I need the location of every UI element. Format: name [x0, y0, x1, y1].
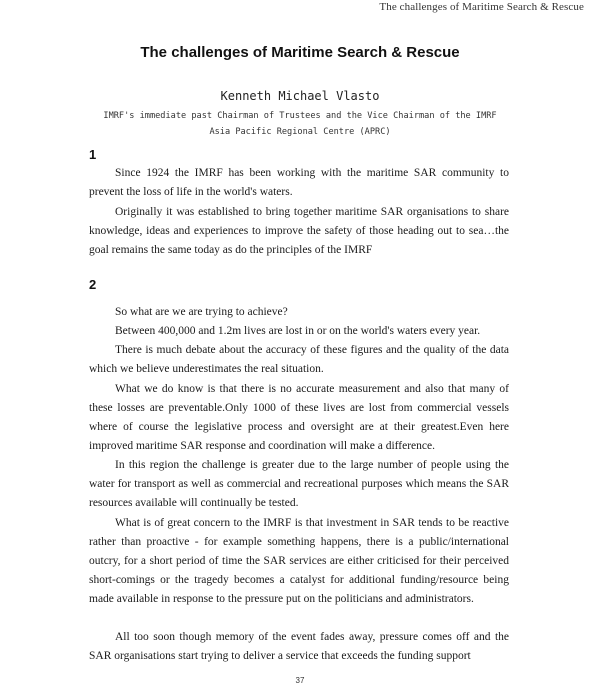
paragraph: What is of great concern to the IMRF is that investment in SAR tends to be reactive rather than proactive - for example something happens, there is a public/international outcry, for a short period of time the SAR services are either criticised for their perceived short-comings or the tragedy becomes a catalyst for additional funding/resource being made available in response to the pressure put on the politicians and administrators.	[89, 517, 509, 605]
page-number: 37	[295, 676, 305, 685]
paragraph: What we do know is that there is no accurate measurement and also that many of these losses are preventable.Only 1000 of these lives are lost from commercial vessels where of course the legislative process and oversight are at their greatest.Even here improved maritime SAR response and coordination will make a difference.	[89, 383, 509, 452]
paragraph: Since 1924 the IMRF has been working with the maritime SAR community to prevent the loss of life in the world's waters.	[89, 167, 509, 198]
section-number-1: 1	[89, 147, 97, 162]
paragraph: So what are we are trying to achieve?	[115, 306, 288, 318]
paragraph: Between 400,000 and 1.2m lives are lost in or on the world's waters every year.	[115, 325, 481, 337]
author-name: Kenneth Michael Vlasto	[220, 89, 380, 103]
document-title: The challenges of Maritime Search & Rescue	[140, 44, 460, 61]
running-header: The challenges of Maritime Search & Rescue	[379, 1, 584, 13]
author-affiliation-line-1: IMRF's immediate past Chairman of Trustees and the Vice Chairman of the IMRF	[103, 111, 497, 121]
paragraph: All too soon though memory of the event fades away, pressure comes off and the SAR organisations start trying to deliver a service that exceeds the funding support	[89, 631, 509, 662]
section-number-2: 2	[89, 277, 97, 292]
paragraph: In this region the challenge is greater due to the large number of people using the water for transport as well as commercial and recreational purposes which means the SAR resources available will continually be tested.	[89, 459, 509, 509]
author-affiliation-line-2: Asia Pacific Regional Centre (APRC)	[209, 127, 391, 137]
paragraph: Originally it was established to bring together maritime SAR organisations to share knowledge, ideas and experiences to improve the safety of those heading out to sea…the goal remains the same today as do the principles of the IMRF	[89, 206, 509, 256]
paragraph: There is much debate about the accuracy of these figures and the quality of the data which we believe underestimates the real situation.	[89, 344, 509, 375]
